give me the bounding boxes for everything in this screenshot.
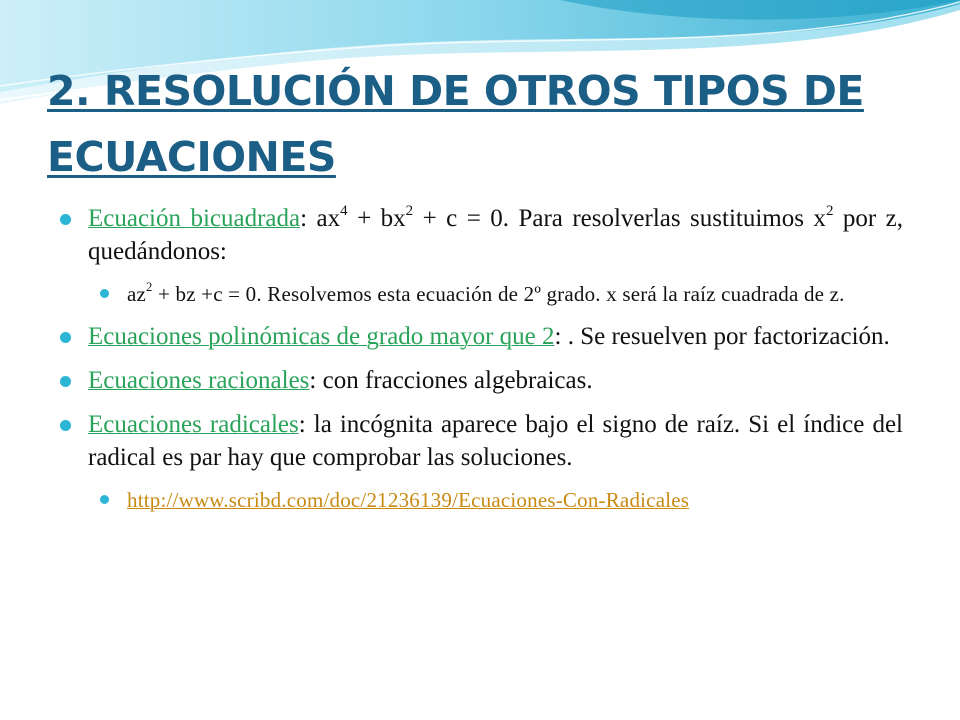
bullet-dot <box>60 214 71 225</box>
sub-text: + bz +c = 0. Resolvemos esta ecuación de 2º grado. x será la raíz cuadrada de z. <box>152 282 845 306</box>
scribd-url-link[interactable]: http://www.scribd.com/doc/21236139/Ecuaciones-Con-Radicales <box>127 488 690 512</box>
sub-bullet-bicuadrada <box>100 279 903 310</box>
bullet-ecuaciones-polinomicas <box>60 320 903 353</box>
bullet-ecuaciones-radicales <box>60 408 903 474</box>
link-ecuacion-bicuadrada[interactable]: Ecuación bicuadrada <box>88 205 301 232</box>
exponent: 4 <box>340 202 348 219</box>
bullet-ecuacion-bicuadrada <box>60 202 903 268</box>
bullet-dot <box>60 420 71 431</box>
exponent: 2 <box>405 202 414 219</box>
bullet-dot <box>60 332 71 343</box>
bullet-dot <box>60 376 71 387</box>
equation-part: : ax <box>300 205 341 232</box>
bullet-text: : con fracciones algebraicas. <box>309 367 593 394</box>
sub-bullet-dot <box>100 289 109 298</box>
link-ecuaciones-radicales[interactable]: Ecuaciones radicales <box>88 411 299 438</box>
link-ecuaciones-polinomicas[interactable]: Ecuaciones polinómicas de grado mayor que 2 <box>88 323 555 350</box>
equation-part: por z, quedándonos: <box>88 205 904 265</box>
exponent: 2 <box>825 202 834 219</box>
sub-bullet-scribd-link <box>100 485 903 516</box>
bullet-ecuaciones-racionales <box>60 364 903 397</box>
slide-title: 2. RESOLUCIÓN DE OTROS TIPOS DE ECUACIONES <box>47 67 864 181</box>
bullet-text: : la incógnita aparece bajo el signo de raíz. Si el índice del radical es par hay que comprobar las soluciones. <box>88 411 903 471</box>
bullet-text: : . Se resuelven por factorización. <box>554 323 890 350</box>
sub-text: az <box>127 282 147 306</box>
slide-content <box>60 202 903 526</box>
sub-bullet-dot <box>100 495 109 504</box>
equation-part: + bx <box>347 205 406 232</box>
equation-part: + c = 0. Para resolverlas sustituimos x <box>413 205 826 232</box>
link-ecuaciones-racionales[interactable]: Ecuaciones racionales <box>88 367 310 394</box>
exponent: 2 <box>146 280 153 294</box>
